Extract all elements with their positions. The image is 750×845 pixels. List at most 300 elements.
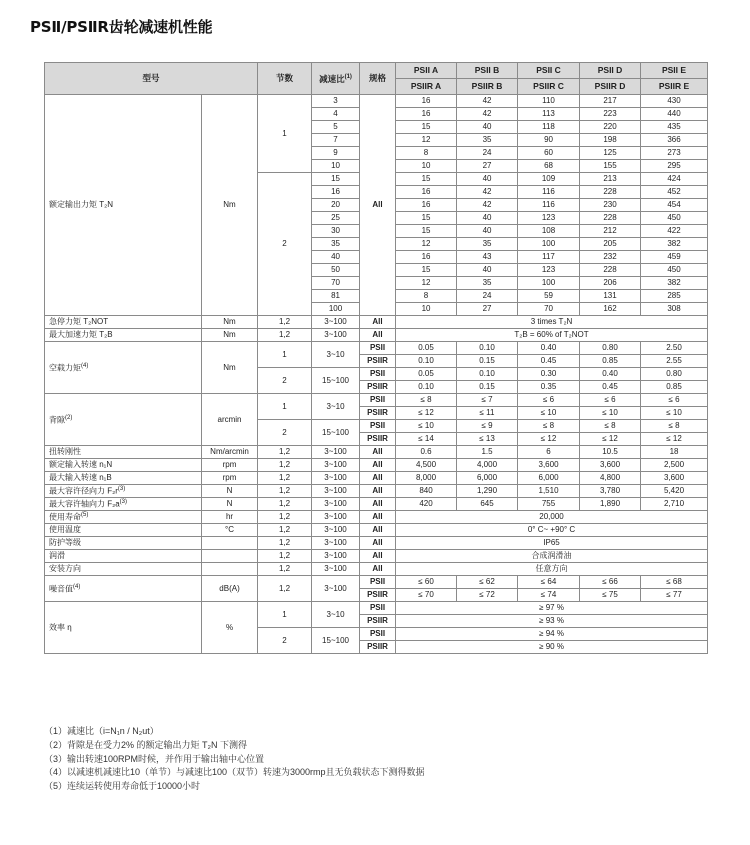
table-cell: ≤ 70	[396, 589, 457, 602]
table-cell: 285	[641, 290, 708, 303]
unit-cell: dB(A)	[202, 576, 258, 602]
spec-cell: PSII	[360, 368, 396, 381]
spec-cell: All	[360, 563, 396, 576]
spec-cell: PSIIR	[360, 381, 396, 394]
table-cell: 16	[396, 186, 457, 199]
table-cell: 459	[641, 251, 708, 264]
table-cell: 155	[580, 160, 641, 173]
table-cell: ≤ 6	[641, 394, 708, 407]
ratio-cell: 3~100	[312, 446, 360, 459]
table-row	[45, 342, 708, 355]
header-stages: 节数	[258, 63, 312, 95]
table-cell: 108	[518, 225, 580, 238]
merged-value: ≥ 93 %	[396, 615, 708, 628]
table-cell: 6,000	[518, 472, 580, 485]
stage-cell: 2	[258, 628, 312, 654]
table-cell: 100	[518, 277, 580, 290]
stage-cell: 2	[258, 173, 312, 316]
table-cell: 755	[518, 498, 580, 511]
table-cell: 90	[518, 134, 580, 147]
table-cell: 0.10	[396, 355, 457, 368]
stage-cell: 1,2	[258, 511, 312, 524]
ratio-cell: 30	[312, 225, 360, 238]
table-cell: 228	[580, 212, 641, 225]
table-cell: ≤ 66	[580, 576, 641, 589]
header-model-ps: PSII E	[641, 63, 708, 79]
ratio-cell: 3~10	[312, 342, 360, 368]
unit-cell	[202, 563, 258, 576]
unit-cell: °C	[202, 524, 258, 537]
row-label: 噪音值$^{(4)}$	[45, 576, 202, 602]
table-cell: ≤ 62	[457, 576, 518, 589]
table-cell: ≤ 8	[641, 420, 708, 433]
table-cell: 0.10	[457, 342, 518, 355]
table-cell: 382	[641, 277, 708, 290]
stage-cell: 1,2	[258, 537, 312, 550]
stage-cell: 1,2	[258, 498, 312, 511]
ratio-cell: 100	[312, 303, 360, 316]
table-cell: 308	[641, 303, 708, 316]
table-cell: 40	[457, 173, 518, 186]
table-row	[45, 446, 708, 459]
spec-cell: PSII	[360, 420, 396, 433]
spec-table	[44, 62, 708, 654]
table-cell: 59	[518, 290, 580, 303]
table-cell: ≤ 77	[641, 589, 708, 602]
table-cell: 0.30	[518, 368, 580, 381]
merged-value: 20,000	[396, 511, 708, 524]
table-cell: 366	[641, 134, 708, 147]
ratio-cell: 3	[312, 95, 360, 108]
stage-cell: 2	[258, 368, 312, 394]
ratio-cell: 3~100	[312, 550, 360, 563]
table-cell: 0.10	[396, 381, 457, 394]
table-cell: 8	[396, 290, 457, 303]
table-cell: 645	[457, 498, 518, 511]
table-row	[45, 524, 708, 537]
header-model-psr: PSIIR D	[580, 79, 641, 95]
table-cell: 16	[396, 95, 457, 108]
table-cell: ≤ 12	[641, 433, 708, 446]
table-cell: 232	[580, 251, 641, 264]
ratio-cell: 81	[312, 290, 360, 303]
stage-cell: 1,2	[258, 485, 312, 498]
table-row	[45, 459, 708, 472]
table-row	[45, 63, 708, 79]
table-cell: ≤ 10	[396, 420, 457, 433]
table-cell: 0.40	[518, 342, 580, 355]
stage-cell: 1,2	[258, 576, 312, 602]
stage-cell: 1	[258, 394, 312, 420]
unit-cell: arcmin	[202, 394, 258, 446]
unit-cell: Nm	[202, 95, 258, 316]
spec-cell: All	[360, 485, 396, 498]
spec-cell: PSIIR	[360, 407, 396, 420]
table-row	[45, 316, 708, 329]
table-cell: 440	[641, 108, 708, 121]
table-cell: 40	[457, 225, 518, 238]
ratio-cell: 15~100	[312, 368, 360, 394]
row-label: 最大加速力矩 T₂B	[45, 329, 202, 342]
table-cell: 15	[396, 121, 457, 134]
stage-cell: 1,2	[258, 524, 312, 537]
table-cell: 15	[396, 225, 457, 238]
ratio-cell: 15~100	[312, 420, 360, 446]
merged-value: T₂B = 60% of T₂NOT	[396, 329, 708, 342]
table-cell: 16	[396, 251, 457, 264]
table-cell: ≤ 60	[396, 576, 457, 589]
table-cell: ≤ 10	[641, 407, 708, 420]
ratio-cell: 3~100	[312, 316, 360, 329]
stage-cell: 1,2	[258, 316, 312, 329]
table-cell: 430	[641, 95, 708, 108]
table-cell: 0.45	[518, 355, 580, 368]
row-label: 扭转刚性	[45, 446, 202, 459]
row-label: 额定输入转速 n₁N	[45, 459, 202, 472]
table-cell: 43	[457, 251, 518, 264]
ratio-cell: 50	[312, 264, 360, 277]
table-cell: 0.15	[457, 381, 518, 394]
table-cell: 0.85	[580, 355, 641, 368]
footnote-ref: (2)	[65, 414, 73, 421]
ratio-cell: 3~100	[312, 459, 360, 472]
stage-cell: 1	[258, 95, 312, 173]
table-cell: 206	[580, 277, 641, 290]
table-cell: 8,000	[396, 472, 457, 485]
table-cell: 125	[580, 147, 641, 160]
row-label: 润滑	[45, 550, 202, 563]
table-cell: 40	[457, 212, 518, 225]
spec-cell: PSII	[360, 628, 396, 641]
spec-cell: PSIIR	[360, 433, 396, 446]
ratio-cell: 3~100	[312, 472, 360, 485]
ratio-cell: 3~100	[312, 537, 360, 550]
table-cell: 123	[518, 212, 580, 225]
table-cell: ≤ 9	[457, 420, 518, 433]
table-cell: ≤ 8	[518, 420, 580, 433]
footnote-1: （1）减速比（i=N₁n / N₂ut）	[44, 726, 159, 736]
table-row	[45, 498, 708, 511]
table-cell: 228	[580, 264, 641, 277]
row-label: 效率 η	[45, 602, 202, 654]
table-cell: 109	[518, 173, 580, 186]
row-label: 最大输入转速 n₁B	[45, 472, 202, 485]
merged-value: 合成润滑油	[396, 550, 708, 563]
table-cell: 42	[457, 108, 518, 121]
table-row	[45, 394, 708, 407]
table-cell: ≤ 8	[396, 394, 457, 407]
table-cell: ≤ 6	[518, 394, 580, 407]
stage-cell: 1	[258, 602, 312, 628]
stage-cell: 2	[258, 420, 312, 446]
table-cell: 0.05	[396, 342, 457, 355]
ratio-cell: 15~100	[312, 628, 360, 654]
spec-cell: PSII	[360, 394, 396, 407]
table-cell: 60	[518, 147, 580, 160]
ratio-cell: 4	[312, 108, 360, 121]
table-cell: 162	[580, 303, 641, 316]
table-cell: 42	[457, 199, 518, 212]
table-cell: 212	[580, 225, 641, 238]
header-model-ps: PSII B	[457, 63, 518, 79]
header-ratio: 减速比$^{(1)}$	[312, 63, 360, 95]
table-row	[45, 550, 708, 563]
table-cell: 0.80	[641, 368, 708, 381]
merged-value: ≥ 90 %	[396, 641, 708, 654]
table-cell: 0.45	[580, 381, 641, 394]
table-cell: 217	[580, 95, 641, 108]
ratio-cell: 3~100	[312, 563, 360, 576]
table-cell: 18	[641, 446, 708, 459]
table-cell: 223	[580, 108, 641, 121]
table-cell: ≤ 64	[518, 576, 580, 589]
table-cell: 454	[641, 199, 708, 212]
table-cell: 118	[518, 121, 580, 134]
page-title: PSⅡ/PSⅡR齿轮减速机性能	[30, 18, 213, 36]
ratio-cell: 3~100	[312, 485, 360, 498]
table-cell: ≤ 68	[641, 576, 708, 589]
table-row	[45, 563, 708, 576]
ratio-cell: 3~10	[312, 602, 360, 628]
table-cell: ≤ 8	[580, 420, 641, 433]
table-cell: 6,000	[457, 472, 518, 485]
table-cell: ≤ 14	[396, 433, 457, 446]
ratio-cell: 3~100	[312, 576, 360, 602]
ratio-cell: 3~100	[312, 524, 360, 537]
ratio-cell: 40	[312, 251, 360, 264]
row-label: 使用温度	[45, 524, 202, 537]
unit-cell: hr	[202, 511, 258, 524]
unit-cell: N	[202, 498, 258, 511]
table-cell: 1,290	[457, 485, 518, 498]
table-cell: ≤ 74	[518, 589, 580, 602]
table-cell: 40	[457, 121, 518, 134]
row-label: 最大容许轴向力 $F_2a^{(3)}$	[45, 498, 202, 511]
header-spec: 规格	[360, 63, 396, 95]
table-cell: 117	[518, 251, 580, 264]
table-cell: 420	[396, 498, 457, 511]
header-model-psr: PSIIR C	[518, 79, 580, 95]
row-label: 安装方向	[45, 563, 202, 576]
merged-value: 3 times T₂N	[396, 316, 708, 329]
table-cell: 100	[518, 238, 580, 251]
table-cell: 4,000	[457, 459, 518, 472]
spec-cell: PSIIR	[360, 355, 396, 368]
spec-cell: PSIIR	[360, 589, 396, 602]
unit-cell: Nm	[202, 329, 258, 342]
table-cell: 24	[457, 147, 518, 160]
spec-cell: PSIIR	[360, 615, 396, 628]
header-model-psr: PSIIR A	[396, 79, 457, 95]
table-cell: 220	[580, 121, 641, 134]
ratio-cell: 20	[312, 199, 360, 212]
table-cell: 0.40	[580, 368, 641, 381]
table-cell: 3,600	[518, 459, 580, 472]
table-cell: 35	[457, 277, 518, 290]
table-cell: ≤ 12	[396, 407, 457, 420]
table-cell: 15	[396, 212, 457, 225]
row-label: 背隙$^{(2)}$	[45, 394, 202, 446]
table-cell: ≤ 75	[580, 589, 641, 602]
merged-value: IP65	[396, 537, 708, 550]
table-cell: 116	[518, 186, 580, 199]
table-cell: 213	[580, 173, 641, 186]
unit-cell	[202, 537, 258, 550]
table-cell: ≤ 6	[580, 394, 641, 407]
table-cell: 450	[641, 264, 708, 277]
table-cell: 0.6	[396, 446, 457, 459]
table-cell: 2,500	[641, 459, 708, 472]
header-model: 型号	[45, 63, 258, 95]
table-cell: 15	[396, 264, 457, 277]
merged-value: ≥ 97 %	[396, 602, 708, 615]
unit-cell	[202, 550, 258, 563]
table-cell: 422	[641, 225, 708, 238]
table-cell: 27	[457, 303, 518, 316]
table-cell: 230	[580, 199, 641, 212]
table-cell: 4,500	[396, 459, 457, 472]
table-cell: 70	[518, 303, 580, 316]
table-cell: 16	[396, 199, 457, 212]
table-cell: 0.80	[580, 342, 641, 355]
table-cell: 5,420	[641, 485, 708, 498]
footnote-ref: (3)	[119, 499, 128, 506]
merged-value: 任意方向	[396, 563, 708, 576]
spec-cell: All	[360, 550, 396, 563]
row-label: 使用寿命$^{(5)}$	[45, 511, 202, 524]
footnote-ref: (5)	[81, 512, 89, 519]
table-row	[45, 329, 708, 342]
table-cell: 1,890	[580, 498, 641, 511]
table-cell: ≤ 72	[457, 589, 518, 602]
table-cell: 27	[457, 160, 518, 173]
spec-cell: All	[360, 472, 396, 485]
table-row	[45, 511, 708, 524]
spec-cell: All	[360, 537, 396, 550]
table-cell: 123	[518, 264, 580, 277]
spec-cell: All	[360, 446, 396, 459]
ratio-cell: 70	[312, 277, 360, 290]
header-model-psr: PSIIR B	[457, 79, 518, 95]
table-cell: 228	[580, 186, 641, 199]
table-cell: 35	[457, 134, 518, 147]
footnote-ref: (3)	[117, 486, 126, 493]
table-row	[45, 576, 708, 589]
table-cell: 12	[396, 277, 457, 290]
table-cell: 0.35	[518, 381, 580, 394]
table-cell: 424	[641, 173, 708, 186]
ratio-cell: 5	[312, 121, 360, 134]
table-cell: ≤ 7	[457, 394, 518, 407]
spec-cell: All	[360, 329, 396, 342]
footnote-4: （4）以减速机减速比10（单节）与减速比100（双节）转速为3000rmp且无负载状态下测得数据	[44, 767, 425, 778]
header-model-psr: PSIIR E	[641, 79, 708, 95]
spec-cell: All	[360, 95, 396, 316]
stage-cell: 1,2	[258, 563, 312, 576]
table-cell: 113	[518, 108, 580, 121]
stage-cell: 1,2	[258, 550, 312, 563]
table-cell: ≤ 11	[457, 407, 518, 420]
spec-cell: All	[360, 316, 396, 329]
table-cell: 1,510	[518, 485, 580, 498]
merged-value: 0° C~ +90° C	[396, 524, 708, 537]
row-label: 空载力矩$^{(4)}$	[45, 342, 202, 394]
spec-cell: PSIIR	[360, 641, 396, 654]
unit-cell: Nm	[202, 342, 258, 394]
table-cell: 68	[518, 160, 580, 173]
table-cell: 452	[641, 186, 708, 199]
ratio-cell: 3~100	[312, 329, 360, 342]
unit-cell: rpm	[202, 472, 258, 485]
table-cell: ≤ 10	[518, 407, 580, 420]
ratio-cell: 3~10	[312, 394, 360, 420]
table-cell: 12	[396, 134, 457, 147]
table-row	[45, 472, 708, 485]
header-model-ps: PSII C	[518, 63, 580, 79]
table-cell: 4,800	[580, 472, 641, 485]
spec-cell: All	[360, 498, 396, 511]
table-cell: ≤ 10	[580, 407, 641, 420]
footnote-5: （5）连续运转使用寿命低于10000小时	[44, 781, 201, 792]
table-cell: 2,710	[641, 498, 708, 511]
table-cell: 1.5	[457, 446, 518, 459]
table-cell: 0.10	[457, 368, 518, 381]
table-cell: 12	[396, 238, 457, 251]
table-cell: 2.50	[641, 342, 708, 355]
table-cell: 3,780	[580, 485, 641, 498]
table-cell: 35	[457, 238, 518, 251]
ratio-cell: 10	[312, 160, 360, 173]
stage-cell: 1,2	[258, 472, 312, 485]
table-cell: 273	[641, 147, 708, 160]
table-cell: 2.55	[641, 355, 708, 368]
unit-cell: Nm	[202, 316, 258, 329]
stage-cell: 1	[258, 342, 312, 368]
table-cell: 10	[396, 303, 457, 316]
ratio-cell: 3~100	[312, 498, 360, 511]
table-cell: 24	[457, 290, 518, 303]
stage-cell: 1,2	[258, 329, 312, 342]
table-cell: 116	[518, 199, 580, 212]
table-cell: 0.85	[641, 381, 708, 394]
spec-cell: PSII	[360, 576, 396, 589]
table-cell: 382	[641, 238, 708, 251]
spec-cell: PSII	[360, 602, 396, 615]
header-model-ps: PSII D	[580, 63, 641, 79]
footnote-2: （2）背隙是在受力2% 的额定输出力矩 T₂N 下测得	[44, 739, 248, 750]
unit-cell: rpm	[202, 459, 258, 472]
table-row	[45, 485, 708, 498]
row-label: 防护等级	[45, 537, 202, 550]
table-cell: 450	[641, 212, 708, 225]
table-row	[45, 602, 708, 615]
table-cell: ≤ 13	[457, 433, 518, 446]
footnotes	[44, 725, 425, 794]
table-cell: 840	[396, 485, 457, 498]
header-model-ps: PSII A	[396, 63, 457, 79]
ratio-cell: 35	[312, 238, 360, 251]
table-cell: 15	[396, 173, 457, 186]
table-cell: 3,600	[641, 472, 708, 485]
spec-cell: PSII	[360, 342, 396, 355]
table-cell: 295	[641, 160, 708, 173]
table-cell: 10.5	[580, 446, 641, 459]
stage-cell: 1,2	[258, 446, 312, 459]
table-cell: 3,600	[580, 459, 641, 472]
ratio-cell: 25	[312, 212, 360, 225]
unit-cell: Nm/arcmin	[202, 446, 258, 459]
unit-cell: %	[202, 602, 258, 654]
